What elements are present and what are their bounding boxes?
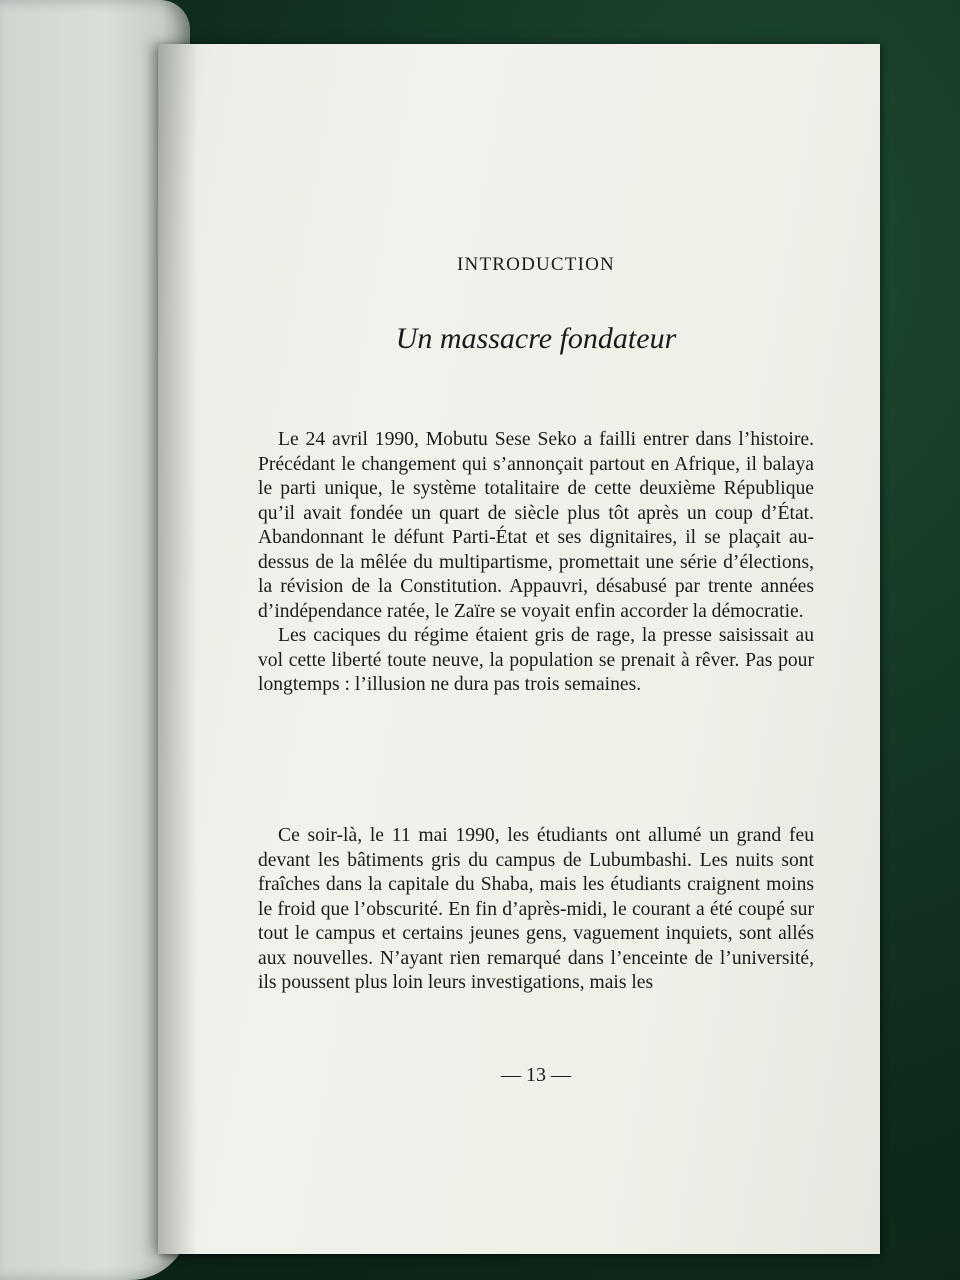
book-page — [158, 44, 880, 1254]
section-1 — [258, 428, 814, 698]
paragraph: Ce soir-là, le 11 mai 1990, les étudiants ont allumé un grand feu devant les bâtiments gris du campus de Lubumbashi. Les nuits sont fraîches dans la capitale du Shaba, mais les étudiants craignent moins le froid que l’obscurité. En fin d’après-midi, le courant a été coupé sur tout le campus et certains jeunes gens, vaguement inquiets, sont allés aux nouvelles. N’ayant rien remarqué dans l’enceinte de l’université, ils poussent plus loin leurs investigations, mais les — [258, 825, 814, 993]
section-2 — [258, 824, 814, 996]
paragraph: Le 24 avril 1990, Mobutu Sese Seko a failli entrer dans l’histoire. Précédant le changement qui s’annonçait partout en Afrique, il balaya le parti unique, le système totalitaire de cette deuxième République qu’il avait fondée un quart de siècle plus tôt après un coup d’État. Abandonnant le défunt Parti-État et ses dignitaires, il se plaçait au-dessus de la mêlée du multipartisme, promettait une série d’élections, la révision de la Constitution. Appauvri, désabusé par trente années d’indépendance ratée, le Zaïre se voyait enfin accorder la démocratie. — [258, 429, 814, 622]
spine-shadow — [158, 44, 198, 1254]
chapter-title: Un massacre fondateur — [395, 322, 677, 355]
page-number: — 13 — — [501, 1064, 571, 1086]
chapter-label: INTRODUCTION — [457, 254, 615, 275]
paragraph: Les caciques du régime étaient gris de rage, la presse saisissait au vol cette liberté toute neuve, la population se prenait à rêver. Pas pour longtemps : l’illusion ne dura pas trois semaines. — [258, 625, 814, 695]
